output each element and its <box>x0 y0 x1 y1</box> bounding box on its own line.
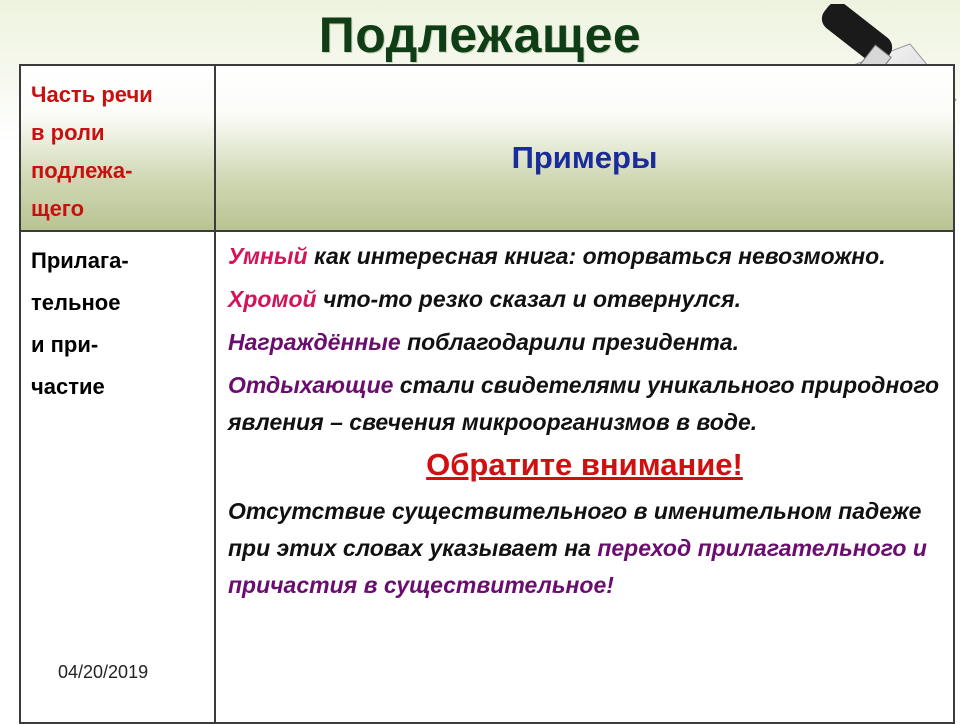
content-table <box>19 64 955 724</box>
example-rest: поблагодарили президента. <box>400 329 740 355</box>
example-subject-word: Умный <box>228 243 308 269</box>
examples-cell <box>215 231 954 723</box>
example-subject-word: Награждённые <box>228 329 401 355</box>
example-sentence <box>228 367 945 441</box>
example-sentence <box>228 238 945 275</box>
notice-heading: Обратите внимание! <box>426 447 743 482</box>
header-left-text <box>21 66 214 228</box>
part-of-speech-line: тельное <box>31 290 121 315</box>
example-subject-word: Отдыхающие <box>228 372 394 398</box>
header-right-text: Примеры <box>511 140 658 175</box>
part-of-speech-line: частие <box>31 374 105 399</box>
header-part-of-speech <box>20 65 215 231</box>
header-left-line: Часть речи <box>31 82 153 107</box>
example-rest: стали свидетелями уникального природного явления – свечения микроорганизмов в воде. <box>228 372 940 435</box>
notice-text-highlight: переход прилагательного и причастия в существительное! <box>228 535 927 598</box>
page-title: Подлежащее <box>318 7 642 63</box>
part-of-speech-line: Прилага- <box>31 248 129 273</box>
header-examples <box>215 65 954 231</box>
header-left-line: подлежа- <box>31 158 133 183</box>
part-of-speech-line: и при- <box>31 332 99 357</box>
part-of-speech-cell <box>20 231 215 723</box>
example-subject-word: Хромой <box>228 286 317 312</box>
example-sentence <box>228 324 945 361</box>
examples-list <box>216 232 953 441</box>
example-rest: как интересная книга: оторваться невозможно. <box>307 243 886 269</box>
notice-text <box>228 493 945 604</box>
example-rest: что-то резко сказал и отвернулся. <box>316 286 742 312</box>
slide-date: 04/20/2019 <box>58 662 149 682</box>
header-left-line: в роли <box>31 120 105 145</box>
header-left-line: щего <box>31 196 85 221</box>
example-sentence <box>228 281 945 318</box>
part-of-speech-text <box>21 232 214 408</box>
notice-text-plain: Отсутствие существительного в именительном падеже при этих словах указывает на <box>228 498 922 561</box>
